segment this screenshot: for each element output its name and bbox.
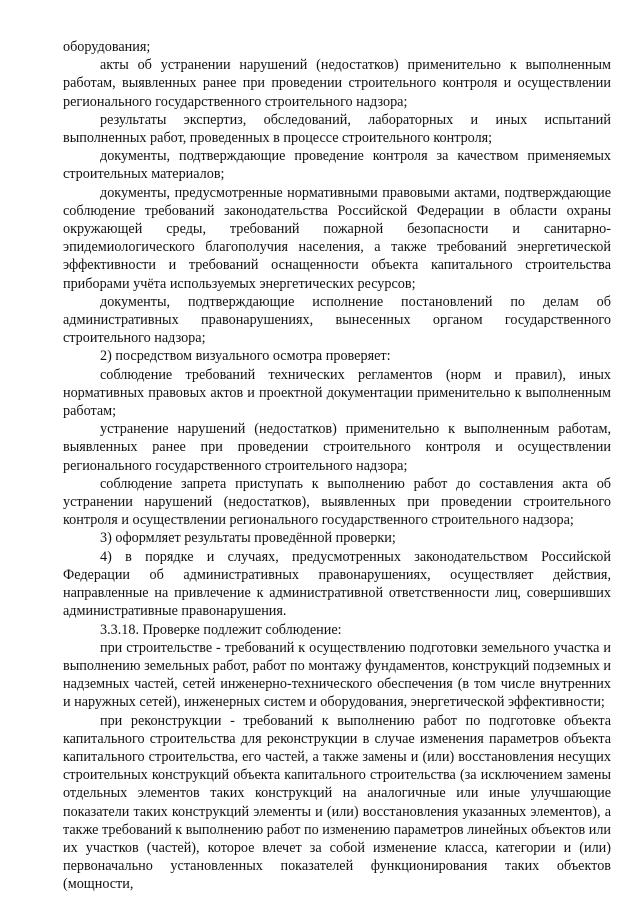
paragraph: акты об устранении нарушений (недостатков) применительно к выполненным работам, выявленных ранее при проведении строительного контроля и осуществлении регионального государственного строительного надзора; [63,57,611,110]
paragraph: при реконструкции - требований к выполнению работ по подготовке объекта капитального строительства для реконструкции в случае изменения параметров объекта капитального строительства, его частей, а также замены и (или) восстановления несущих строительных конструкций объекта капитального строительства (за исключением замены отдельных элементов таких конструкций на аналогичные или иные улучшающие показатели таких конструкций элементы и (или) восстановления указанных элементов), а также требований к выполнению работ по изменению параметров линейных объектов или их участков (частей), которое влечет за собой изменение класса, категории и (или) первоначально установленных показателей функционирования таких объектов (мощности, [63,712,611,893]
paragraph: при строительстве - требований к осуществлению подготовки земельного участка и выполнению земельных работ, работ по монтажу фундаментов, конструкций подземных и надземных частей, сетей инженерно-технического обеспечения (в том числе внутренних и наружных сетей), инженерных систем и оборудования, энергетической эффективности; [63,639,611,711]
paragraph: результаты экспертиз, обследований, лабораторных и иных испытаний выполненных работ, проведенных в процессе строительного контроля; [63,111,611,147]
section-heading: 3.3.18. Проверке подлежит соблюдение: [100,621,342,638]
paragraph: устранение нарушений (недостатков) применительно к выполненным работам, выявленных ранее при проведении строительного контроля и осуществлении регионального государственного строительного надзора; [63,421,611,474]
list-step-heading: 3) оформляет результаты проведённой проверки; [100,530,396,547]
paragraph: соблюдение запрета приступать к выполнению работ до составления акта об устранении нарушений (недостатков), выявленных при проведении строительного контроля и осуществлении регионального государственного строительного надзора; [63,475,611,529]
paragraph: 4) в порядке и случаях, предусмотренных законодательством Российской Федерации об административных правонарушениях, осуществляет действия, направленные на привлечение к административной ответственности лиц, совершивших административные правонарушения. [63,548,611,620]
list-step-heading: 2) посредством визуального осмотра проверяет: [100,348,391,365]
paragraph: документы, подтверждающие исполнение постановлений по делам об административных правонарушениях, вынесенных органом государственного строительного надзора; [63,293,611,347]
paragraph: документы, предусмотренные нормативными правовыми актами, подтверждающие соблюдение требований законодательства Российской Федерации в области охраны окружающей среды, требований пожарной безопасности и санитарно-эпидемиологического благополучия населения, а также требований энергетической эффективности и требований оснащенности объекта капитального строительства приборами учёта используемых энергетических ресурсов; [63,184,611,292]
paragraph: соблюдение требований технических регламентов (норм и правил), иных нормативных правовых актов и проектной документации применительно к выполненным работам; [63,366,611,420]
paragraph: документы, подтверждающие проведение контроля за качеством применяемых строительных материалов; [63,148,611,183]
document-body [63,38,611,894]
paragraph: оборудования; [63,39,151,55]
